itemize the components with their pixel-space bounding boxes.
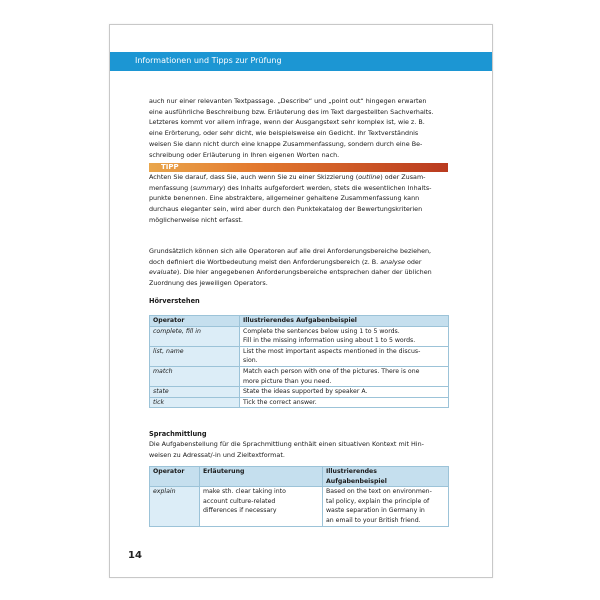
column-header-example: Illustrierendes Aufgabenbeispiel	[240, 316, 449, 327]
operator-cell: state	[150, 387, 240, 398]
text-line: Die Aufgabenstellung für die Sprachmittlung enthält einen situativen Kontext mit Hin-	[149, 440, 424, 448]
section-heading-sprachmittlung: Sprachmittlung	[149, 430, 207, 438]
table-header-row	[150, 316, 449, 327]
operator-cell: match	[150, 366, 240, 386]
text-line: menfassung (summary) des Inhalts aufgefordert werden, stets die wesentlichen Inhalts-	[149, 183, 432, 192]
text-line: Grundsätzlich können sich alle Operatoren auf alle drei Anforderungsbereiche beziehen,	[149, 247, 432, 255]
table-row	[150, 346, 449, 366]
text-line: durchaus eleganter sein, wird aber durch den Punktekatalog der Bewertungskriterien	[149, 205, 423, 214]
chapter-header-bar	[110, 52, 492, 71]
example-line: tal policy, explain the principle of	[326, 497, 430, 505]
text-line: Zuordnung des jeweiligen Operators.	[149, 279, 268, 288]
page-number: 14	[128, 550, 142, 561]
tip-label: TIPP	[161, 163, 179, 171]
example-line: Based on the text on environmen-	[326, 488, 432, 496]
example-cell	[240, 326, 449, 346]
text-line: auch nur einer relevanten Textpassage. „Describe“ und „point out“ hingegen erwarten	[149, 97, 427, 105]
example-cell	[240, 366, 449, 386]
text-line: weisen Sie dann nicht durch eine knappe Zusammenfassung, sondern durch eine Be-	[149, 139, 423, 148]
intro-paragraph	[149, 96, 448, 160]
sprachmittlung-table	[149, 466, 449, 527]
example-line: Fill in the missing information using about 1 to 5 words.	[243, 337, 416, 345]
text-line: punkte benennen. Eine abstraktere, allgemeiner gehaltene Zusammenfassung kann	[149, 194, 420, 203]
column-header-explanation: Erläuterung	[200, 467, 323, 487]
example-line: sion.	[243, 357, 258, 365]
table-row	[150, 387, 449, 398]
example-line: Complete the sentences below using 1 to 5 words.	[243, 327, 400, 335]
example-line: waste separation in Germany in	[326, 507, 425, 515]
tip-banner	[149, 163, 448, 172]
explanation-cell	[200, 487, 323, 526]
example-line: Match each person with one of the pictures. There is one	[243, 367, 420, 375]
text-line: evaluate). Die hier angegebenen Anforderungsbereiche entsprechen daher der üblichen	[149, 268, 432, 277]
section-heading-hoerverstehen: Hörverstehen	[149, 297, 200, 305]
example-line: State the ideas supported by speaker A.	[243, 388, 368, 396]
operator-cell: explain	[150, 487, 200, 526]
text-line: Achten Sie darauf, dass Sie, auch wenn Sie zu einer Skizzierung (outline) oder Zusam-	[149, 173, 426, 181]
example-cell	[240, 397, 449, 408]
sprachmittlung-intro	[149, 439, 448, 460]
text-line: eine Erörterung, oder sehr dicht, wie beispielsweise ein Gedicht. Ihr Textverständnis	[149, 129, 419, 138]
header-line: Illustrierendes	[326, 468, 377, 475]
example-cell	[240, 387, 449, 398]
example-cell	[240, 346, 449, 366]
explanation-line: make sth. clear taking into	[203, 488, 286, 496]
example-line: an email to your British friend.	[326, 516, 421, 524]
example-line: Tick the correct answer.	[243, 398, 317, 406]
example-line: more picture than you need.	[243, 377, 332, 385]
operator-cell: list, name	[150, 346, 240, 366]
column-header-operator: Operator	[150, 316, 240, 327]
text-line: weisen zu Adressat/-in und Zieltextformat.	[149, 450, 285, 459]
header-line: Aufgabenbeispiel	[326, 477, 387, 485]
text-line: schreibung oder Erläuterung in Ihren eigenen Worten nach.	[149, 150, 340, 159]
explanation-line: account culture-related	[203, 497, 276, 505]
column-header-example	[323, 467, 449, 487]
document-page	[109, 24, 493, 578]
operators-paragraph	[149, 246, 448, 289]
operator-cell: complete, fill in	[150, 326, 240, 346]
chapter-title: Informationen und Tipps zur Prüfung	[135, 56, 282, 65]
tip-text	[149, 172, 448, 226]
table-row	[150, 487, 449, 526]
explanation-line: differences if necessary	[203, 507, 277, 515]
table-row	[150, 366, 449, 386]
table-header-row	[150, 467, 449, 487]
text-line: Letzteres kommt vor allem infrage, wenn der Ausgangstext sehr komplex ist, wie z. B.	[149, 118, 425, 127]
example-line: List the most important aspects mentioned in the discus-	[243, 347, 421, 355]
column-header-operator: Operator	[150, 467, 200, 487]
example-cell	[323, 487, 449, 526]
text-line: möglicherweise nicht erfasst.	[149, 215, 243, 224]
text-line: eine ausführliche Beschreibung bzw. Erläuterung des im Text dargestellten Sachverhalts.	[149, 107, 434, 116]
table-row	[150, 397, 449, 408]
operator-cell: tick	[150, 397, 240, 408]
text-line: doch definiert die Wortbedeutung meist den Anforderungsbereich (z. B. analyse oder	[149, 257, 422, 266]
table-row	[150, 326, 449, 346]
hoerverstehen-table	[149, 315, 449, 408]
